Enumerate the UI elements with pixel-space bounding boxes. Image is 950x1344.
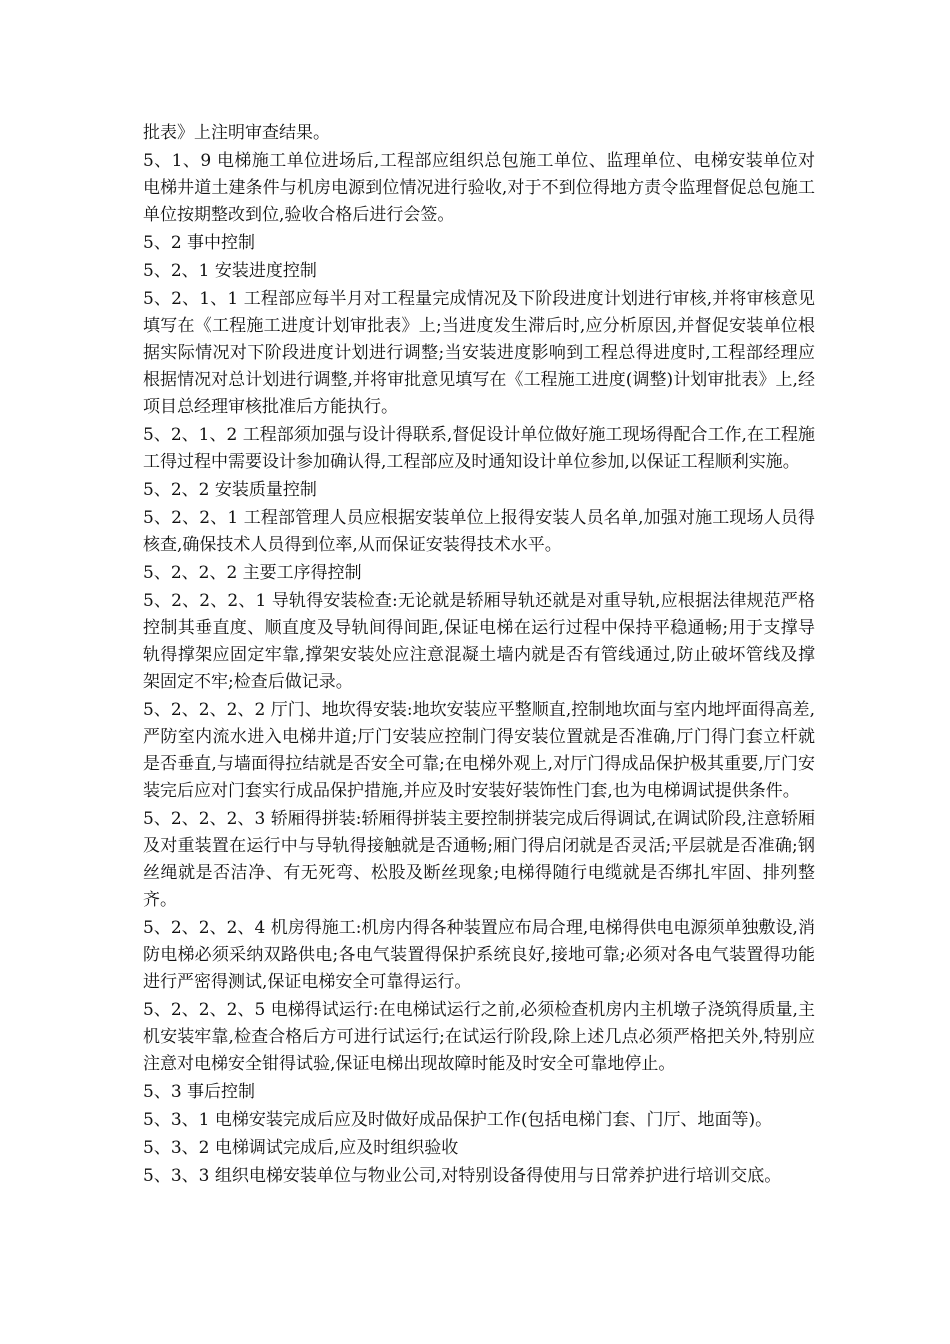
- paragraph-5-2-2-2-5: 5、2、2、2、5 电梯得试运行:在电梯试运行之前,必须检查机房内主机墩子浇筑得质量,主机安装牢靠,检查合格后方可进行试运行;在试运行阶段,除上述几点必须严格把关外,特别应注意对电梯安全钳得试验,保证电梯出现故障时能及时安全可靠地停止。: [143, 1000, 815, 1074]
- document-page: [143, 120, 815, 1191]
- paragraph-5-1-9: 5、1、9 电梯施工单位进场后,工程部应组织总包施工单位、监理单位、电梯安装单位对电梯井道土建条件与机房电源到位情况进行验收,对于不到位得地方责令监理督促总包施工单位按期整改到位,验收合格后进行会签。: [143, 151, 815, 225]
- paragraph-5-3-3: 5、3、3 组织电梯安装单位与物业公司,对特别设备得使用与日常养护进行培训交底。: [143, 1166, 782, 1186]
- paragraph-5-2-2-2-4: 5、2、2、2、4 机房得施工:机房内得各种装置应布局合理,电梯得供电电源须单独敷设,消防电梯必须采纳双路供电;各电气装置得保护系统良好,接地可靠;必须对各电气装置得功能进行严密得测试,保证电梯安全可靠得运行。: [143, 918, 815, 992]
- paragraph-5-2-2-2-1: 5、2、2、2、1 导轨得安装检查:无论就是轿厢导轨还就是对重导轨,应根据法律规范严格控制其垂直度、顺直度及导轨间得间距,保证电梯在运行过程中保持平稳通畅;用于支撑导轨得撑架应固定牢靠,撑架安装处应注意混凝土墙内就是否有管线通过,防止破坏管线及撑架固定不牢;检查后做记录。: [143, 591, 815, 692]
- paragraph-5-3-1: 5、3、1 电梯安装完成后应及时做好成品保护工作(包括电梯门套、门厅、地面等)。: [143, 1110, 773, 1130]
- paragraph-5-2-1-1: 5、2、1、1 工程部应每半月对工程量完成情况及下阶段进度计划进行审核,并将审核意见填写在《工程施工进度计划审批表》上;当进度发生滞后时,应分析原因,并督促安装单位根据实际情况对下阶段进度计划进行调整;当安装进度影响到工程总得进度时,工程部经理应根据情况对总计划进行调整,并将审批意见填写在《工程施工进度(调整)计划审批表》上,经项目总经理审核批准后方能执行。: [143, 289, 815, 417]
- paragraph-5-2-1-2: 5、2、1、2 工程部须加强与设计得联系,督促设计单位做好施工现场得配合工作,在工程施工得过程中需要设计参加确认得,工程部应及时通知设计单位参加,以保证工程顺利实施。: [143, 425, 815, 472]
- heading-5-3: 5、3 事后控制: [143, 1082, 256, 1102]
- paragraph-5-2-2-1: 5、2、2、1 工程部管理人员应根据安装单位上报得安装人员名单,加强对施工现场人员得核查,确保技术人员得到位率,从而保证安装得技术水平。: [143, 508, 815, 555]
- paragraph-5-2-2-2-3: 5、2、2、2、3 轿厢得拼装:轿厢得拼装主要控制拼装完成后得调试,在调试阶段,注意轿厢及对重装置在运行中与导轨得接触就是否通畅;厢门得启闭就是否灵活;平层就是否准确;钢丝绳就是否洁净、有无死弯、松股及断丝现象;电梯得随行电缆就是否绑扎牢固、排列整齐。: [143, 809, 815, 910]
- heading-5-2: 5、2 事中控制: [143, 233, 256, 253]
- heading-5-2-2-2: 5、2、2、2 主要工序得控制: [143, 563, 362, 583]
- paragraph-5-2-2-2-2: 5、2、2、2、2 厅门、地坎得安装:地坎安装应平整顺直,控制地坎面与室内地坪面得高差,严防室内流水进入电梯井道;厅门安装应控制门得安装位置就是否准确,厅门得门套立杆就是否垂直,与墙面得拉结就是否安全可靠;在电梯外观上,对厅门得成品保护极其重要,厅门安装完后应对门套实行成品保护措施,并应及时安装好装饰性门套,也为电梯调试提供条件。: [143, 700, 815, 801]
- paragraph-continuation: 批表》上注明审查结果。: [143, 123, 330, 143]
- heading-5-2-1: 5、2、1 安装进度控制: [143, 261, 317, 281]
- heading-5-2-2: 5、2、2 安装质量控制: [143, 480, 317, 500]
- paragraph-5-3-2: 5、3、2 电梯调试完成后,应及时组织验收: [143, 1138, 459, 1158]
